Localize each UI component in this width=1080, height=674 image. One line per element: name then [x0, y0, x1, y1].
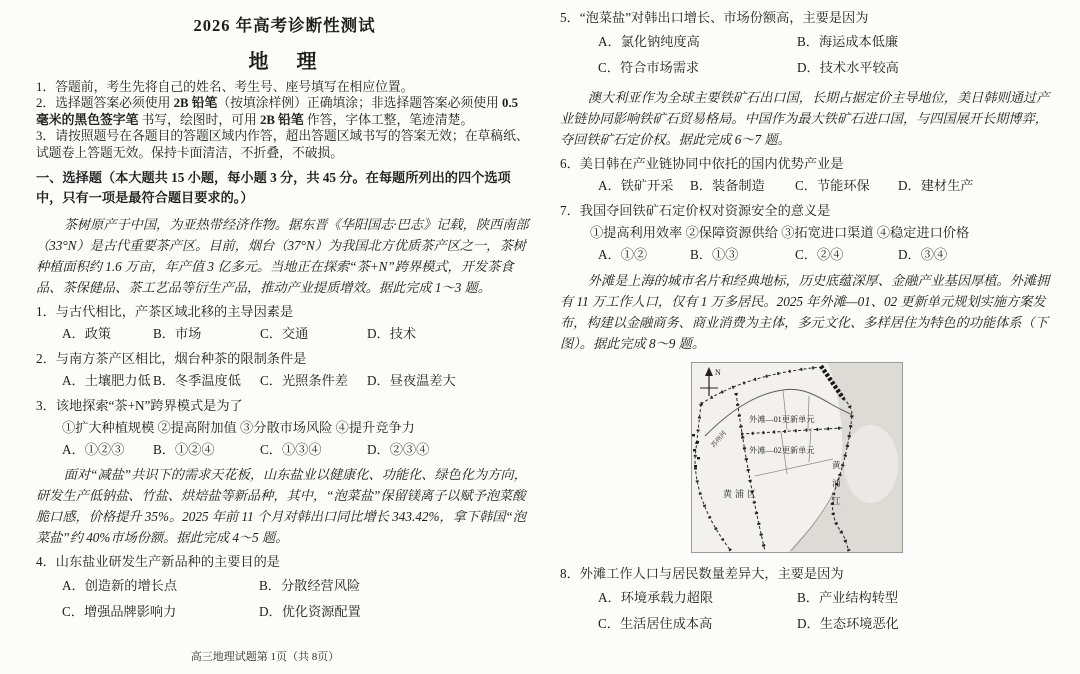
option-c: C．交通: [260, 326, 309, 342]
option-d: D．建材生产: [898, 178, 974, 193]
option-c: C．生活居住成本高: [598, 616, 713, 631]
option-b: B．产业结构转型: [797, 590, 899, 605]
question-5-stem: 5．“泡菜盐”对韩出口增长、市场份额高，主要是因为: [560, 10, 869, 25]
question-1-stem: 1．与古代相比，产茶区域北移的主导因素是: [36, 304, 294, 320]
option-b: B．冬季温度低: [153, 373, 241, 389]
map-figure: [691, 362, 903, 553]
question-3-stem: 3．该地探索“茶+N”跨界模式是为了: [36, 398, 243, 414]
option-b: B．市场: [153, 326, 202, 342]
instruction-2-text: （按填涂样例）正确填涂；非选择题答案必须使用: [217, 96, 503, 111]
question-7-items: ①提高利用效率 ②保障资源供给 ③拓宽进口渠道 ④稳定进口价格: [590, 225, 970, 240]
option-d: D．优化资源配置: [259, 604, 361, 620]
option-d: D．昼夜温差大: [367, 373, 456, 389]
question-5-options-row2: [560, 55, 1052, 81]
river-light-patch: [844, 425, 898, 503]
question-7-stem: 7．我国夺回铁矿石定价权对资源安全的意义是: [560, 203, 831, 218]
label-unit-02: 外滩—02更新单元: [749, 446, 815, 455]
question-6-options: [560, 175, 1052, 197]
question-1-options: [36, 323, 533, 345]
option-d: D．技术水平较高: [797, 60, 899, 75]
question-8-stem: 8．外滩工作人口与居民数量差异大，主要是因为: [560, 566, 844, 581]
label-huangpu-district: 黄浦区: [723, 489, 760, 499]
option-a: A．政策: [62, 326, 112, 342]
column-right: [560, 4, 1052, 637]
instruction-2: [36, 95, 533, 128]
question-1: [36, 301, 533, 345]
option-a: A．创造新的增长点: [62, 578, 178, 594]
passage-bund: 外滩是上海的城市名片和经典地标，历史底蕴深厚、金融产业基因厚植。外滩拥有 11 万工作人口，仅有 1 万多居民。2025 年外滩—01、02 更新单元规划实施方案发布，构建以金融商务、商业消费为主体，多元文化、多样居住为特色的功能体系（下图）。据此完成 8～9 题。: [560, 273, 1050, 351]
option-a: A．氯化钠纯度高: [598, 34, 700, 49]
option-a: A．①②③: [62, 442, 125, 458]
question-5: [560, 7, 1052, 81]
page-title: 2026 年高考诊断性测试: [193, 16, 376, 35]
option-b: B．①②④: [153, 442, 215, 458]
question-4-options-row2: [36, 599, 533, 625]
north-label: N: [715, 368, 721, 377]
question-3: [36, 395, 533, 461]
label-unit-01: 外滩—01更新单元: [749, 415, 815, 424]
svg-text:黄: 黄: [832, 460, 841, 470]
question-4-stem: 4．山东盐业研发生产新品种的主要目的是: [36, 554, 280, 570]
instruction-2-bold-pencil2: 2B 铅笔: [259, 112, 304, 127]
question-2-stem: 2．与南方茶产区相比，烟台种茶的限制条件是: [36, 351, 307, 367]
option-d: D．生态环境恶化: [797, 616, 899, 631]
instruction-2-text: 作答，字体工整，笔迹清楚。: [303, 112, 474, 127]
instruction-3: 3．请按照题号在各题目的答题区域内作答，超出答题区域书写的答案无效；在草稿纸、试题卷上答题无效。保持卡面清洁，不折叠，不破损。: [36, 129, 529, 160]
question-4-options-row1: [36, 573, 533, 599]
subject-title: 地 理: [248, 51, 321, 73]
question-6-stem: 6．美日韩在产业链协同中依托的国内优势产业是: [560, 156, 844, 171]
question-3-items: ①扩大种植规模 ②提高附加值 ③分散市场风险 ④提升竞争力: [62, 420, 415, 436]
option-d: D．②③④: [367, 442, 430, 458]
option-a: A．土壤肥力低: [62, 373, 151, 389]
question-8: [560, 563, 1052, 637]
instruction-2-text: 2．选择题答案必须使用: [36, 96, 174, 111]
option-d: D．技术: [367, 326, 417, 342]
question-3-options: [36, 439, 533, 461]
option-d: D．③④: [898, 247, 948, 262]
passage-iron-ore: 澳大利亚作为全球主要铁矿石出口国，长期占据定价主导地位，美日韩则通过产业链协同影响铁矿石贸易格局。中国作为最大铁矿石进口国，与四国展开长期博弈，夺回铁矿石定价权。据此完成 6～7 题。: [560, 90, 1050, 147]
option-b: B．海运成本低廉: [797, 34, 899, 49]
question-8-options-row1: [560, 585, 1052, 611]
instruction-2-text: 书写，绘图时，可用: [138, 112, 260, 127]
page-footer: 高三地理试题第 1页（共 8页）: [190, 651, 340, 663]
question-6: [560, 153, 1052, 197]
instruction-1: 1．答题前，考生先将自己的姓名、考生号、座号填写在相应位置。: [36, 80, 414, 94]
passage-salt: 面对“减盐”共识下的需求天花板，山东盐业以健康化、功能化、绿色化为方向，研发生产低钠盐、竹盐、烘焙盐等新品种，其中，“泡菜盐”保留镁离子以赋予泡菜酸脆口感，价格提升 35%。2025 年前 11 个月对韩出口同比增长 343.42%，拿下韩国“泡菜盐”约 40%市场份额。据此完成 4～5 题。: [36, 467, 527, 546]
option-c: C．符合市场需求: [598, 60, 700, 75]
instruction-2-bold-pen: 0.5 毫米的黑色签字笔: [36, 96, 519, 127]
option-b: B．①③: [690, 247, 739, 262]
svg-text:浦: 浦: [832, 478, 841, 488]
option-c: C．光照条件差: [260, 373, 348, 389]
question-5-options-row1: [560, 29, 1052, 55]
option-b: B．分散经营风险: [259, 578, 361, 594]
question-2-options: [36, 370, 533, 392]
passage-tea: 茶树原产于中国，为亚热带经济作物。据东晋《华阳国志·巴志》记载，陕西南部（33°N）是古代重要茶产区。目前，烟台（37°N）为我国北方优质茶产区之一，茶树种植面积约 1.6 万亩，年产值 3 亿多元。当地正在探索“茶+N”跨界模式，开发茶食品、茶保健品、茶工艺品等衍生产品，推动产业提质增效。据此完成 1～3 题。: [36, 217, 529, 296]
question-8-options-row2: [560, 611, 1052, 637]
section-header: 一、选择题（本大题共 15 小题，每小题 3 分，共 45 分。在每题所列出的四个选项中，只有一项是最符合题目要求的。）: [36, 170, 511, 206]
option-a: A．①②: [598, 247, 648, 262]
option-a: A．铁矿开采: [598, 178, 674, 193]
label-suzhou-creek: 苏州河: [710, 429, 729, 450]
question-2: [36, 348, 533, 392]
label-huangpu-river: [832, 460, 841, 506]
option-b: B．装备制造: [690, 178, 765, 193]
question-7-options: [560, 244, 1052, 266]
option-a: A．环境承载力超限: [598, 590, 714, 605]
svg-text:江: 江: [832, 496, 841, 506]
exam-instructions: [36, 79, 533, 161]
question-7: [560, 200, 1052, 266]
option-c: C．增强品牌影响力: [62, 604, 177, 620]
option-c: C．②④: [795, 247, 844, 262]
option-c: C．①③④: [260, 442, 322, 458]
instruction-2-bold-pencil: 2B 铅笔: [173, 96, 218, 111]
option-c: C．节能环保: [795, 178, 870, 193]
column-left: [36, 10, 533, 625]
question-4: [36, 551, 533, 625]
